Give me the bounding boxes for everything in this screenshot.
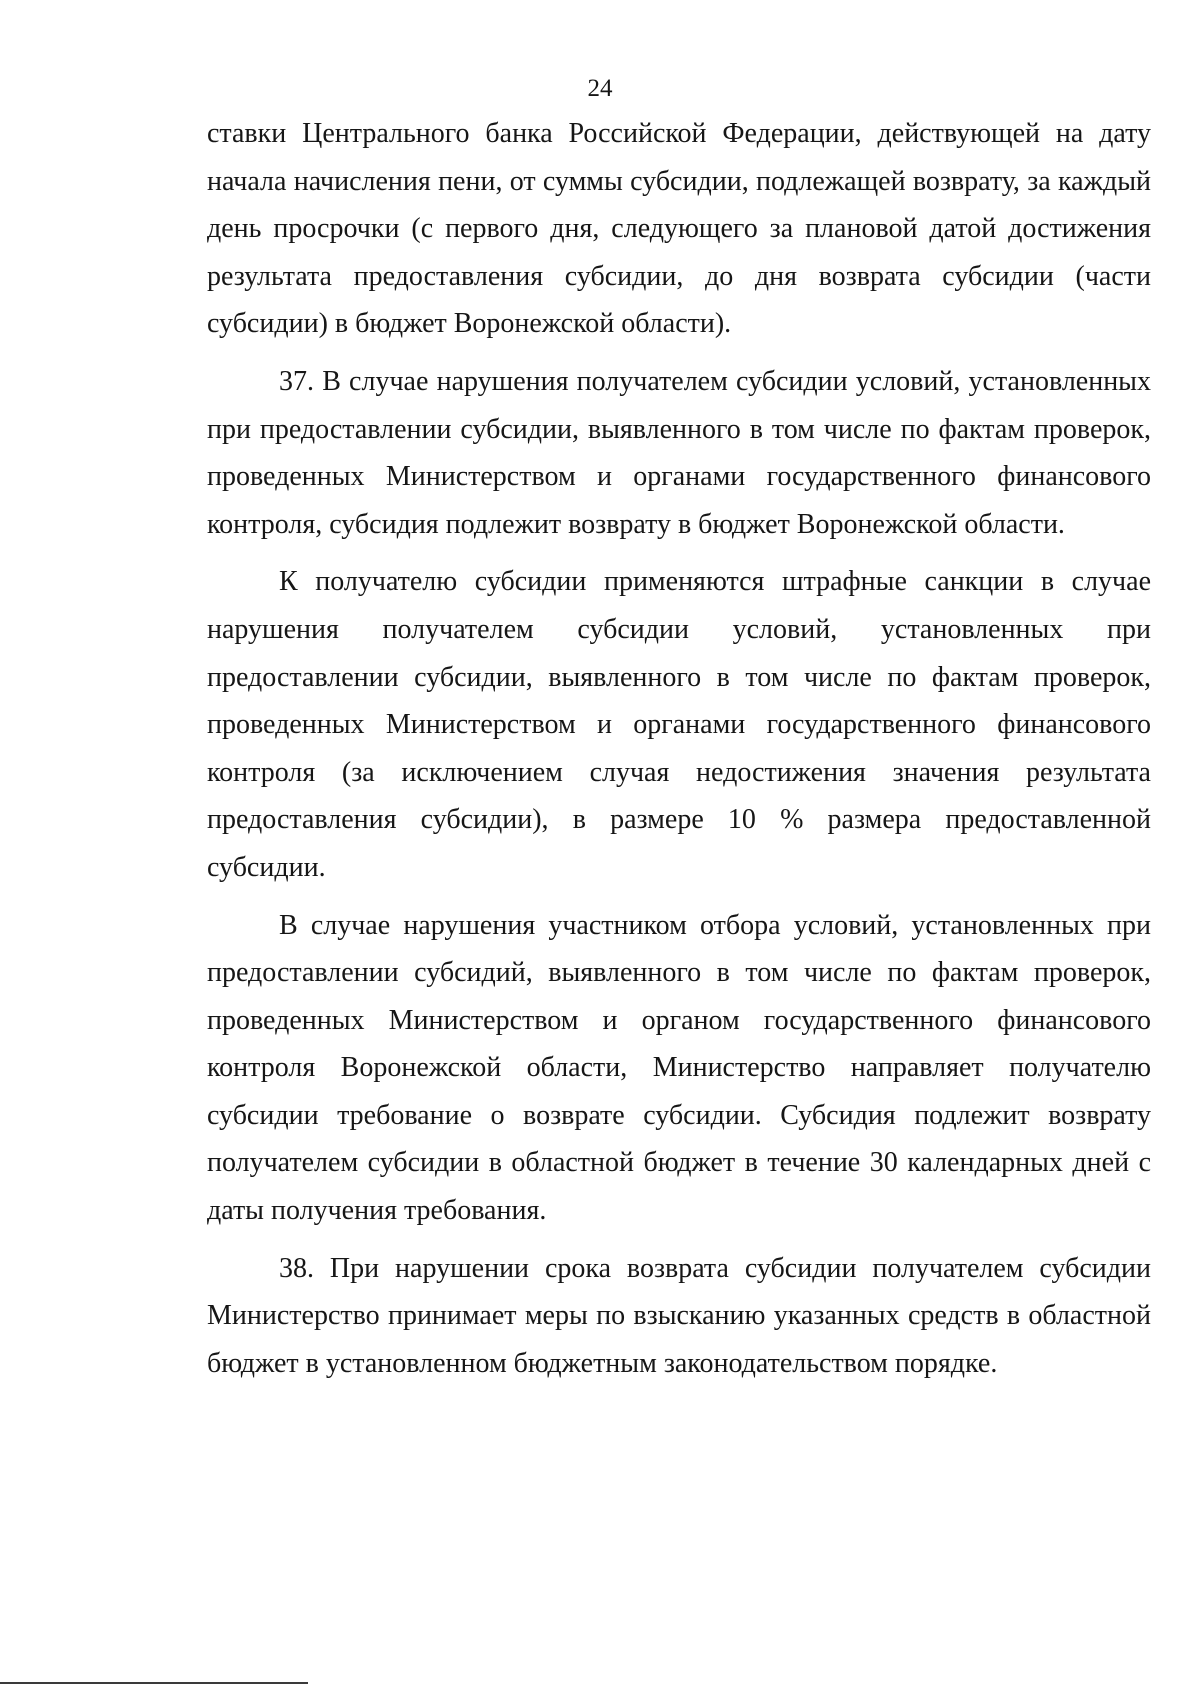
paragraph-continuation: ставки Центрального банка Российской Федерации, действующей на дату начала начисления пени, от суммы субсидии, подлежащей возврату, за каждый день просрочки (с первого дня, следующего за плановой датой достижения результата предоставления субсидии, до дня возврата субсидии (части субсидии) в бюджет Воронежской области).: [207, 118, 1151, 340]
paragraph-item-37: 37. В случае нарушения получателем субсидии условий, установленных при предоставлении субсидии, выявленного в том числе по фактам проверок, проведенных Министерством и органами государственного финансового контроля, субсидия подлежит возврату в бюджет Воронежской области.: [207, 365, 1151, 540]
paragraph-item-38: 38. При нарушении срока возврата субсидии получателем субсидии Министерство принимает меры по взысканию указанных средств в областной бюджет в установленном бюджетным законодательством порядке.: [207, 1252, 1151, 1379]
paragraph-penalty-sanctions: К получателю субсидии применяются штрафные санкции в случае нарушения получателем субсидии условий, установленных при предоставлении субсидии, выявленного в том числе по фактам проверок, проведенных Министерством и органами государственного финансового контроля (за исключением случая недостижения значения результата предоставления субсидии), в размере 10 % размера предоставленной субсидии.: [207, 566, 1151, 883]
document-body: [207, 110, 1151, 1397]
paragraph-violation-selection: В случае нарушения участником отбора условий, установленных при предоставлении субсидий, выявленного в том числе по фактам проверок, проведенных Министерством и органом государственного финансового контроля Воронежской области, Министерство направляет получателю субсидии требование о возврате субсидии. Субсидия подлежит возврату получателем субсидии в областной бюджет в течение 30 календарных дней с даты получения требования.: [207, 909, 1151, 1227]
footnote-divider: [0, 1682, 308, 1684]
page-number: 24: [587, 75, 613, 102]
